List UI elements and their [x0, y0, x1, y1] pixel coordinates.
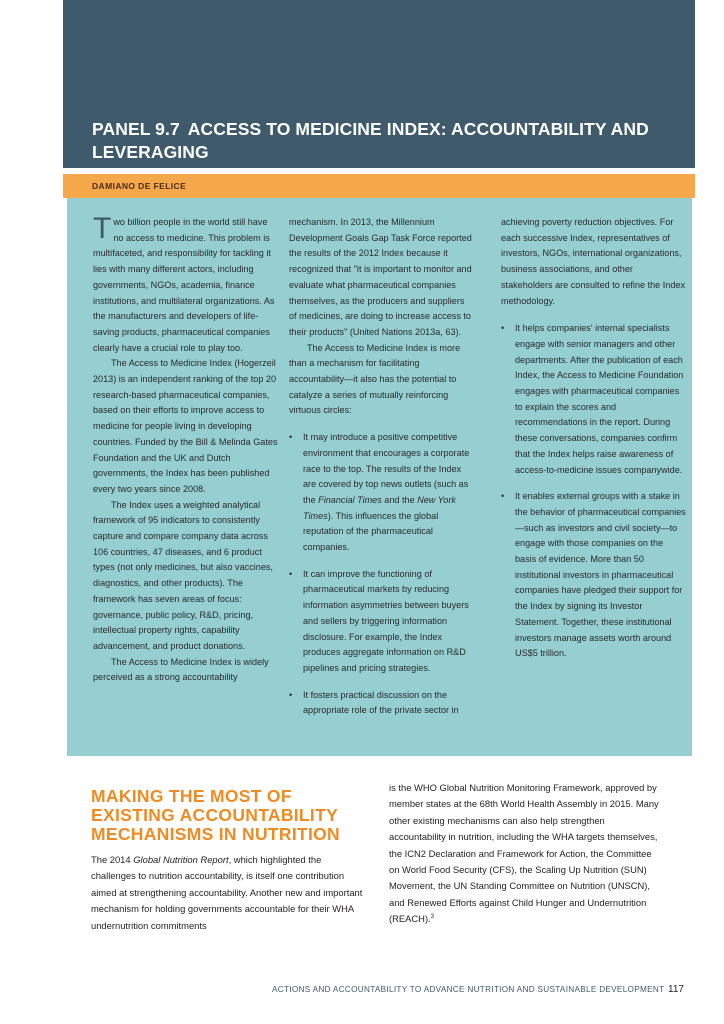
- list-item-text: ). This influences the global reputation of the pharmaceutical companies.: [303, 510, 439, 553]
- nutrition-column-right: [389, 780, 661, 928]
- paragraph-text: is the WHO Global Nutrition Monitoring Framework, approved by member states at the 68th World Health Assembly in 2015. Many other existing mechanisms can also help strengthen accountability in nutrition, including the WHA targets themselves, the ICN2 Declaration and Framework for Action, the Committee on World Food Security (CFS), the Scaling Up Nutrition (SUN) Movement, the UN Standing Committee on Nutrition (UNSCN), and Renewed Efforts against Child Hunger and Undernutrition (REACH).: [389, 782, 659, 925]
- paragraph: The Access to Medicine Index is widely perceived as a strong accountability: [93, 656, 269, 683]
- list-item: • It fosters practical discussion on the appropriate role of the private sector in: [289, 688, 474, 719]
- paragraph: achieving poverty reduction objectives. For each successive Index, representatives of investors, NGOs, international organizations, business associations, and other stakeholders are consulted to refine the Index methodology.: [501, 217, 686, 306]
- footnote-marker: 3: [430, 914, 435, 921]
- publication-name: Financial Times: [318, 494, 382, 505]
- paragraph: The Access to Medicine Index is more than a mechanism for facilitating accountability—it also has the potential to catalyze a series of mutually reinforcing virtuous circles:: [289, 342, 461, 416]
- bullet-list: [289, 430, 474, 719]
- panel-column-1: [93, 212, 278, 686]
- paragraph: [91, 852, 363, 934]
- list-item: • It can improve the functioning of pharmaceutical markets by reducing information asymmetries between buyers and sellers by triggering information disclosure. For example, the Index produces aggregate information on R&D pipelines and pricing strategies.: [289, 567, 474, 677]
- paragraph: mechanism. In 2013, the Millennium Development Goals Gap Task Force reported the results of the 2012 Index because it recognized that "it is important to monitor and evaluate what pharmaceutical companies themselves, as the producers and suppliers of medicines, are doing to increase access to their products" (United Nations 2013a, 63).: [289, 217, 472, 337]
- publication-name: New York Times: [303, 494, 456, 521]
- paragraph-text: wo billion people in the world still have no access to medicine. This problem is multifaceted, and responsibility for tackling it lies with many different actors, including governments, NGOs, academia, finance institutions, and multilateral organizations. As the manufacturers and developers of life-saving products, pharmaceutical companies clearly have a crucial role to play too.: [93, 217, 275, 353]
- panel-column-2: [289, 215, 474, 719]
- nutrition-column-left: [91, 852, 363, 934]
- paragraph-text: The 2014: [91, 854, 134, 865]
- panel-title: [92, 118, 682, 164]
- list-item: • It helps companies' internal specialists engage with senior managers and other departments. After the publication of each Index, the Access to Medicine Foundation engages with pharmaceutical companies to explain the scores and recommendations in the report. During these conversations, companies confirm that the Index helps raise awareness of access-to-medicine issues companywide.: [501, 321, 686, 478]
- paragraph: The Access to Medicine Index (Hogerzeil 2013) is an independent ranking of the top 20 research-based pharmaceutical companies, based on their efforts to improve access to medicine for people living in developing countries. Funded by the Bill & Melinda Gates Foundation and the UK and Dutch governments, the Index has been published every two years since 2008.: [93, 358, 278, 494]
- list-item-text: and the: [381, 494, 418, 505]
- panel-title-text: ACCESS TO MEDICINE INDEX: ACCOUNTABILITY AND LEVERAGING: [92, 119, 649, 162]
- drop-cap: T: [93, 212, 112, 245]
- paragraph-text: , which highlighted the challenges to nutrition accountability, is itself one contribution aimed at strengthening accountability. Another new and important mechanism for holding governments accountable for their WHA undernutrition commitments: [91, 854, 363, 931]
- bullet-list: [501, 321, 686, 662]
- paragraph: [389, 780, 661, 928]
- author-name: DAMIANO DE FELICE: [92, 181, 187, 191]
- page-number: 117: [668, 984, 684, 995]
- paragraph: The Index uses a weighted analytical framework of 95 indicators to consistently capture and compare company data across 106 countries, 47 diseases, and 6 product types (not only medicines, but also vaccines, diagnostics, and other products). The framework has seven areas of focus: governance, public policy, R&D, pricing, intellectual property rights, capability advancement, and product donations.: [93, 499, 273, 651]
- list-item-text: It may introduce a positive competitive environment that encourages a corporate race to the top. The results of the Index are covered by top news outlets (such as the: [303, 432, 470, 505]
- panel-column-3: [501, 215, 686, 662]
- running-footer: ACTIONS AND ACCOUNTABILITY TO ADVANCE NUTRITION AND SUSTAINABLE DEVELOPMENT: [272, 985, 665, 994]
- list-item: [289, 430, 474, 556]
- section-heading: MAKING THE MOST OF EXISTING ACCOUNTABILITY MECHANISMS IN NUTRITION: [91, 786, 340, 844]
- report-title: Global Nutrition Report: [133, 854, 229, 865]
- paragraph: [93, 212, 278, 356]
- panel-number: PANEL 9.7: [92, 119, 180, 139]
- list-item: • It enables external groups with a stake in the behavior of pharmaceutical companies—such as investors and civil society—to engage with those companies on the basis of evidence. More than 50 institutional investors in pharmaceutical companies have pledged their support for the Index by signing its Investor Statement. Together, these institutional investors manage assets worth around US$5 trillion.: [501, 489, 686, 662]
